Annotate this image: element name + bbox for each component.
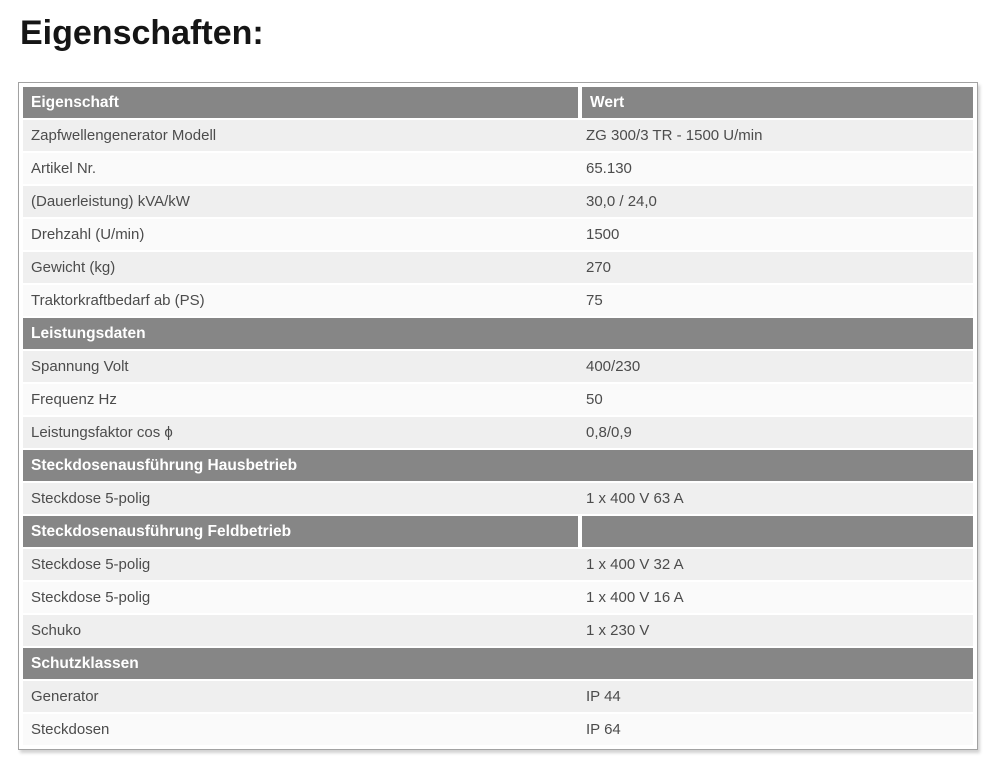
- row-label: (Dauerleistung) kVA/kW: [23, 186, 578, 217]
- row-value: 1 x 230 V: [578, 615, 973, 646]
- section-header-row: [23, 516, 973, 547]
- table-row: [23, 120, 973, 151]
- table-row: [23, 153, 973, 184]
- row-label: Steckdose 5-polig: [23, 549, 578, 580]
- table-row: [23, 483, 973, 514]
- column-header-wert: Wert: [582, 87, 973, 118]
- section-header-label: Steckdosenausführung Hausbetrieb: [23, 450, 973, 481]
- spec-table-body: [23, 87, 973, 745]
- table-row: [23, 615, 973, 646]
- row-label: Leistungsfaktor cos ϕ: [23, 417, 578, 448]
- row-value: 270: [578, 252, 973, 283]
- row-value: ZG 300/3 TR - 1500 U/min: [578, 120, 973, 151]
- row-label: Steckdose 5-polig: [23, 582, 578, 613]
- section-header-label: Steckdosenausführung Feldbetrieb: [23, 516, 578, 547]
- row-label: Artikel Nr.: [23, 153, 578, 184]
- column-header-eigenschaft: Eigenschaft: [23, 87, 578, 118]
- row-label: Traktorkraftbedarf ab (PS): [23, 285, 578, 316]
- row-label: Spannung Volt: [23, 351, 578, 382]
- section-header-row: [23, 648, 973, 679]
- row-value: 1 x 400 V 32 A: [578, 549, 973, 580]
- section-header-empty-cell: [582, 516, 973, 547]
- row-value: IP 44: [578, 681, 973, 712]
- row-label: Generator: [23, 681, 578, 712]
- section-header-label: Schutzklassen: [23, 648, 973, 679]
- table-row: [23, 417, 973, 448]
- row-value: 75: [578, 285, 973, 316]
- section-header-row: [23, 318, 973, 349]
- section-header-label: Leistungsdaten: [23, 318, 973, 349]
- row-value: 1 x 400 V 16 A: [578, 582, 973, 613]
- row-label: Schuko: [23, 615, 578, 646]
- table-row: [23, 186, 973, 217]
- table-row: [23, 384, 973, 415]
- table-row: [23, 351, 973, 382]
- row-value: IP 64: [578, 714, 973, 745]
- row-value: 0,8/0,9: [578, 417, 973, 448]
- row-label: Frequenz Hz: [23, 384, 578, 415]
- table-row: [23, 549, 973, 580]
- row-value: 1500: [578, 219, 973, 250]
- table-row: [23, 252, 973, 283]
- row-value: 65.130: [578, 153, 973, 184]
- row-label: Zapfwellengenerator Modell: [23, 120, 578, 151]
- table-header-row: [23, 87, 973, 118]
- row-value: 400/230: [578, 351, 973, 382]
- table-row: [23, 219, 973, 250]
- section-header-row: [23, 450, 973, 481]
- row-label: Drehzahl (U/min): [23, 219, 578, 250]
- row-label: Gewicht (kg): [23, 252, 578, 283]
- page-title: Eigenschaften:: [20, 14, 264, 52]
- table-row: [23, 582, 973, 613]
- table-row: [23, 681, 973, 712]
- table-row: [23, 285, 973, 316]
- table-row: [23, 714, 973, 745]
- row-label: Steckdose 5-polig: [23, 483, 578, 514]
- row-value: 1 x 400 V 63 A: [578, 483, 973, 514]
- row-value: 50: [578, 384, 973, 415]
- spec-table: [18, 82, 978, 750]
- row-label: Steckdosen: [23, 714, 578, 745]
- row-value: 30,0 / 24,0: [578, 186, 973, 217]
